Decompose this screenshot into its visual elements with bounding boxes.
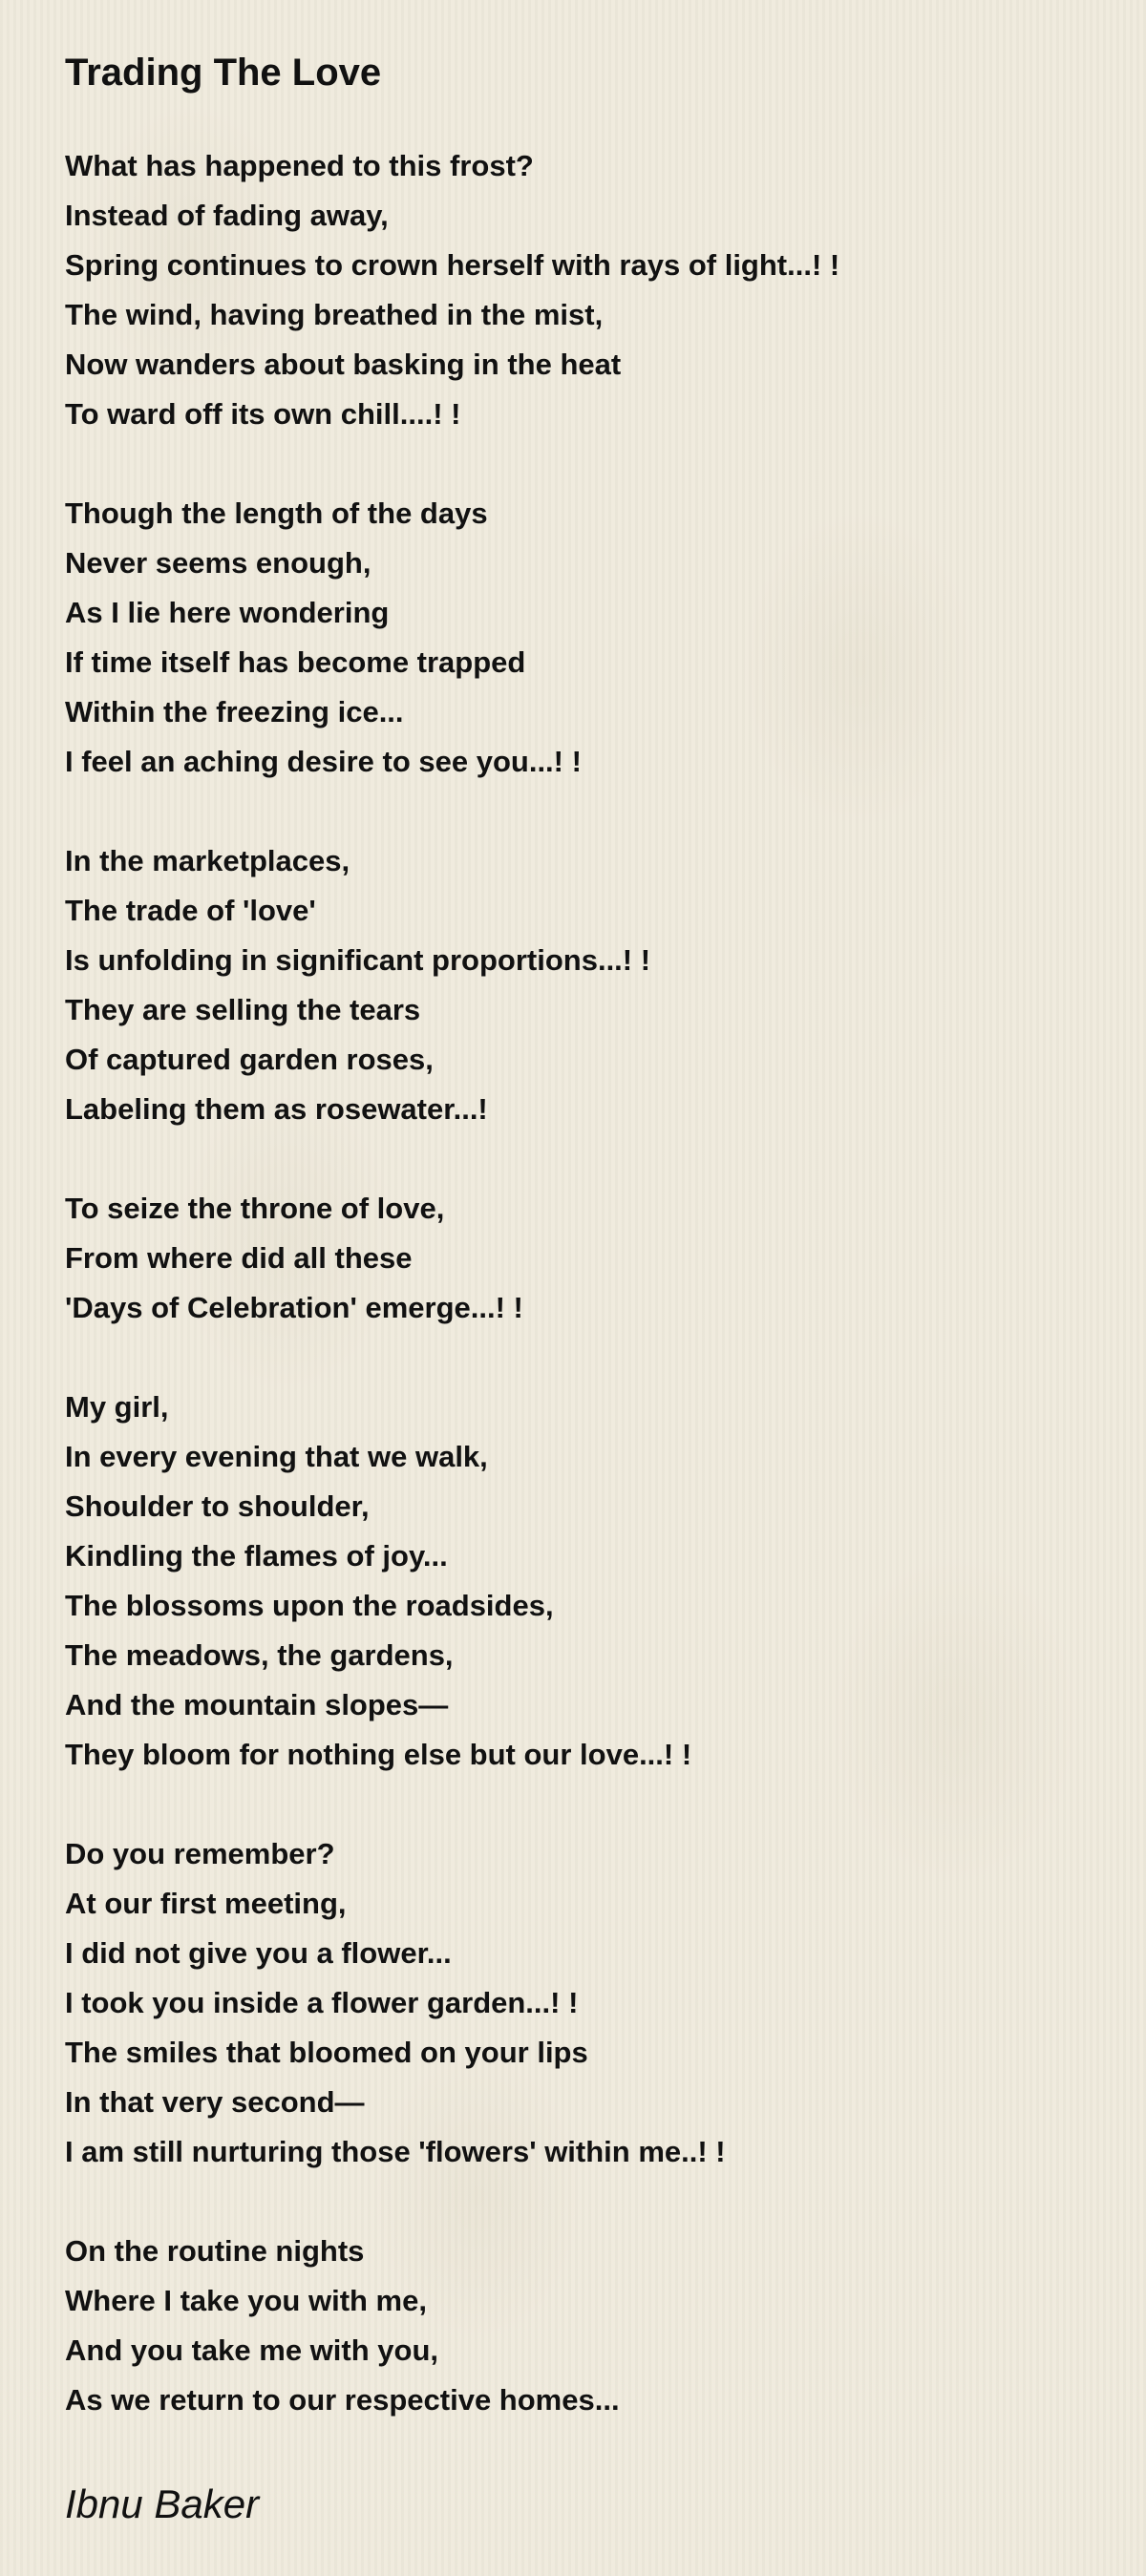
poem-line: And the mountain slopes— (65, 1688, 449, 1721)
poem-line: Where I take you with me, (65, 2284, 427, 2317)
poem-line: To seize the throne of love, (65, 1192, 445, 1225)
stanza-4 (65, 1184, 1096, 1333)
poem-line: My girl, (65, 1390, 169, 1424)
poem-line: And you take me with you, (65, 2333, 438, 2367)
poem-line: 'Days of Celebration' emerge...! ! (65, 1291, 523, 1324)
poem-line: Within the freezing ice... (65, 695, 404, 728)
poem-line: I did not give you a flower... (65, 1936, 452, 1970)
stanza-6 (65, 1829, 1096, 2177)
poem-line: As I lie here wondering (65, 596, 390, 629)
poem-line: If time itself has become trapped (65, 645, 526, 679)
poem-line: Shoulder to shoulder, (65, 1489, 370, 1523)
poem-line: The blossoms upon the roadsides, (65, 1589, 554, 1622)
stanza-2 (65, 489, 1096, 787)
poem-line: Of captured garden roses, (65, 1043, 434, 1076)
poem-line: I took you inside a flower garden...! ! (65, 1986, 579, 2019)
poem-line: What has happened to this frost? (65, 149, 534, 182)
stanza-3 (65, 836, 1096, 1134)
poem-line: As we return to our respective homes... (65, 2383, 620, 2417)
poem-line: Spring continues to crown herself with rays of light...! ! (65, 248, 840, 282)
poem-line: The wind, having breathed in the mist, (65, 298, 604, 331)
poem-body (65, 141, 1096, 2475)
poem-line: In every evening that we walk, (65, 1440, 488, 1473)
poem-line: In that very second— (65, 2085, 365, 2119)
stanza-1 (65, 141, 1096, 439)
poem-line: In the marketplaces, (65, 844, 350, 877)
poem-line: Now wanders about basking in the heat (65, 348, 622, 381)
stanza-5 (65, 1383, 1096, 1780)
poem-line: I am still nurturing those 'flowers' within me..! ! (65, 2135, 726, 2168)
poem-line: Labeling them as rosewater...! (65, 1092, 488, 1126)
poem-line: Instead of fading away, (65, 199, 389, 232)
poem-author: Ibnu Baker (65, 2481, 260, 2526)
poem-line: They bloom for nothing else but our love...! ! (65, 1738, 692, 1771)
poem-line: The meadows, the gardens, (65, 1638, 454, 1672)
poem-title: Trading The Love (65, 52, 382, 94)
poem-line: From where did all these (65, 1241, 413, 1275)
poem-line: Never seems enough, (65, 546, 371, 580)
poem-line: Though the length of the days (65, 496, 488, 530)
poem-line: They are selling the tears (65, 993, 421, 1026)
poem-line: I feel an aching desire to see you...! ! (65, 745, 582, 778)
poem-line: The smiles that bloomed on your lips (65, 2036, 588, 2069)
poem-line: On the routine nights (65, 2234, 365, 2268)
stanza-7 (65, 2227, 1096, 2425)
poem-line: The trade of 'love' (65, 894, 316, 927)
poem-line: Is unfolding in significant proportions...! ! (65, 943, 651, 977)
poem-line: To ward off its own chill....! ! (65, 397, 461, 431)
poem-line: At our first meeting, (65, 1887, 347, 1920)
poem-line: Do you remember? (65, 1837, 335, 1870)
poem-line: Kindling the flames of joy... (65, 1539, 448, 1573)
